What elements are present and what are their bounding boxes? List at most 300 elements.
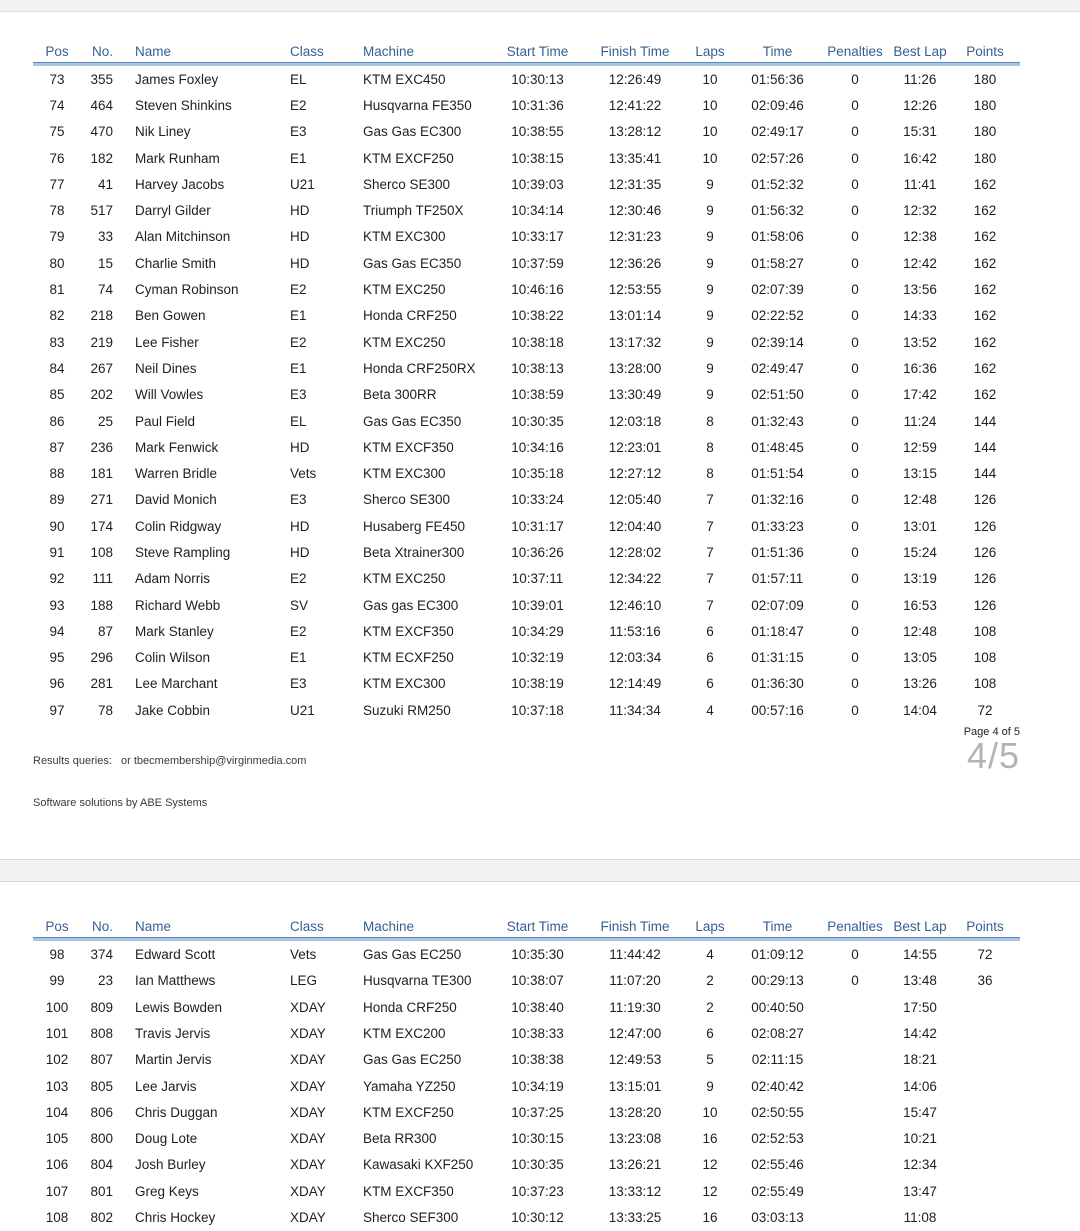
cell-class: E1 (290, 360, 307, 376)
cell-start: 10:33:17 (511, 229, 564, 245)
table-row (33, 1204, 1020, 1230)
table-row (33, 566, 1020, 592)
cell-bestlap: 11:41 (903, 176, 937, 192)
cell-laps: 12 (702, 1157, 718, 1173)
column-header-name: Name (133, 915, 283, 938)
cell-bestlap: 12:42 (903, 255, 937, 271)
cell-penalties: 0 (851, 308, 859, 324)
cell-name: Colin Wilson (135, 650, 211, 666)
cell-machine: Beta Xtrainer300 (363, 544, 465, 560)
column-header-machine: Machine (355, 915, 490, 938)
cell-pos: 93 (49, 597, 65, 613)
cell-bestlap: 14:33 (903, 308, 937, 324)
cell-penalties: 0 (851, 676, 859, 692)
cell-class: XDAY (290, 1157, 326, 1173)
cell-class: E2 (290, 282, 307, 298)
cell-name: Warren Bridle (135, 466, 218, 482)
cell-laps: 9 (706, 360, 714, 376)
column-header-name: Name (133, 40, 283, 63)
cell-penalties: 0 (851, 571, 859, 587)
table-row (33, 487, 1020, 513)
cell-start: 10:38:07 (511, 973, 564, 989)
cell-time: 01:58:06 (751, 229, 804, 245)
cell-start: 10:32:19 (511, 650, 564, 666)
cell-laps: 7 (706, 518, 714, 534)
cell-start: 10:37:25 (511, 1104, 564, 1120)
cell-time: 01:36:30 (751, 676, 804, 692)
cell-class: E1 (290, 150, 307, 166)
cell-class: XDAY (290, 999, 326, 1015)
table-row (33, 671, 1020, 697)
cell-laps: 9 (706, 255, 714, 271)
cell-name: Travis Jervis (135, 1025, 211, 1041)
cell-start: 10:38:18 (511, 334, 564, 350)
cell-time: 01:51:36 (751, 544, 804, 560)
cell-laps: 10 (702, 124, 718, 140)
cell-machine: Gas gas EC300 (363, 597, 459, 613)
cell-laps: 6 (706, 623, 714, 639)
cell-pos: 82 (49, 308, 65, 324)
cell-points: 162 (973, 203, 997, 219)
cell-no: 374 (81, 938, 133, 967)
cell-time: 02:57:26 (751, 150, 804, 166)
cell-no: 267 (90, 360, 113, 376)
cell-pos: 104 (45, 1104, 69, 1120)
table-row (33, 171, 1020, 197)
cell-name: Mark Runham (135, 150, 220, 166)
cell-name: Will Vowles (135, 387, 204, 403)
cell-start: 10:46:16 (511, 282, 564, 298)
cell-penalties: 0 (851, 334, 859, 350)
cell-penalties: 0 (851, 229, 859, 245)
cell-name: David Monich (135, 492, 217, 508)
cell-no: 801 (90, 1183, 113, 1199)
cell-class: E3 (290, 124, 307, 140)
cell-laps: 16 (702, 1131, 718, 1147)
cell-pos: 108 (45, 1210, 69, 1226)
cell-finish: 13:35:41 (608, 150, 662, 166)
cell-name: Mark Fenwick (135, 439, 219, 455)
cell-machine: KTM EXC250 (363, 282, 446, 298)
cell-points: 180 (950, 63, 1020, 92)
cell-laps: 8 (706, 413, 714, 429)
cell-start: 10:38:15 (511, 150, 564, 166)
cell-bestlap: 11:08 (903, 1210, 937, 1226)
cell-start: 10:36:26 (511, 544, 564, 560)
footer-contact-block (33, 726, 306, 838)
cell-pos: 89 (49, 492, 65, 508)
cell-points: 126 (973, 597, 997, 613)
cell-class: LEG (290, 973, 318, 989)
cell-machine: Beta RR300 (363, 1131, 437, 1147)
cell-machine: Suzuki RM250 (363, 702, 451, 718)
cell-machine: Gas Gas EC350 (363, 255, 462, 271)
cell-class: EL (283, 63, 355, 92)
cell-penalties: 0 (851, 360, 859, 376)
cell-laps: 12 (702, 1183, 718, 1199)
cell-machine: Sherco SEF300 (363, 1210, 459, 1226)
cell-name: Steve Rampling (135, 544, 231, 560)
cell-time: 01:48:45 (751, 439, 804, 455)
column-header-penalties: Penalties (820, 915, 890, 938)
cell-name: Darryl Gilder (135, 203, 211, 219)
cell-machine: Gas Gas EC300 (363, 124, 462, 140)
cell-bestlap: 13:15 (903, 466, 937, 482)
column-header-start: Start Time (490, 915, 585, 938)
cell-points: 144 (973, 466, 997, 482)
cell-points (950, 1020, 1020, 1046)
column-header-laps: Laps (685, 915, 735, 938)
cell-penalties: 0 (851, 176, 859, 192)
cell-penalties: 0 (851, 702, 859, 718)
cell-machine: Gas Gas EC250 (363, 1052, 462, 1068)
cell-penalties (820, 1152, 890, 1178)
cell-bestlap: 13:05 (903, 650, 937, 666)
cell-no: 78 (97, 702, 113, 718)
cell-pos: 75 (49, 124, 65, 140)
cell-start: 10:30:13 (490, 63, 585, 92)
cell-pos: 85 (49, 387, 65, 403)
cell-name: Charlie Smith (135, 255, 217, 271)
cell-time: 02:55:46 (751, 1157, 804, 1173)
table-row (33, 1099, 1020, 1125)
cell-class: E1 (290, 308, 307, 324)
table-row (33, 434, 1020, 460)
cell-start: 10:38:22 (511, 308, 564, 324)
cell-finish: 13:26:21 (608, 1157, 662, 1173)
cell-no: 805 (90, 1078, 113, 1094)
cell-name: Ian Matthews (135, 973, 216, 989)
cell-finish: 13:28:20 (608, 1104, 662, 1120)
cell-penalties: 0 (851, 413, 859, 429)
cell-time: 02:52:53 (751, 1131, 804, 1147)
cell-time: 02:07:39 (751, 282, 804, 298)
cell-penalties: 0 (851, 973, 859, 989)
cell-pos: 76 (49, 150, 65, 166)
table-row (33, 1047, 1020, 1073)
cell-finish: 13:15:01 (608, 1078, 662, 1094)
column-header-no: No. (81, 915, 133, 938)
cell-pos: 78 (49, 203, 65, 219)
cell-pos: 102 (45, 1052, 69, 1068)
page-number-watermark: 4/5 (966, 735, 1020, 777)
cell-name: Colin Ridgway (135, 518, 222, 534)
cell-machine: Beta 300RR (363, 387, 437, 403)
cell-start: 10:38:38 (511, 1052, 564, 1068)
cell-penalties: 0 (851, 650, 859, 666)
cell-pos: 99 (49, 973, 65, 989)
cell-pos: 101 (45, 1025, 69, 1041)
cell-start: 10:34:29 (511, 623, 564, 639)
cell-class: EL (290, 413, 307, 429)
cell-laps: 9 (706, 282, 714, 298)
cell-no: 355 (81, 63, 133, 92)
cell-pos: 97 (49, 702, 65, 718)
cell-finish: 12:47:00 (608, 1025, 662, 1041)
table-row (33, 938, 1020, 967)
column-header-laps: Laps (685, 40, 735, 63)
cell-machine: Husqvarna FE350 (363, 97, 472, 113)
cell-laps: 7 (706, 492, 714, 508)
cell-class: XDAY (290, 1078, 326, 1094)
cell-points (950, 994, 1020, 1020)
cell-name: Adam Norris (135, 571, 211, 587)
cell-no: 25 (97, 413, 113, 429)
column-header-time: Time (735, 915, 820, 938)
cell-time: 02:07:09 (751, 597, 804, 613)
cell-name: Josh Burley (135, 1157, 206, 1173)
table-row (33, 355, 1020, 381)
cell-class: HD (290, 439, 310, 455)
cell-no: 470 (90, 124, 113, 140)
cell-laps: 9 (706, 308, 714, 324)
table-row (33, 618, 1020, 644)
cell-time: 02:49:47 (751, 360, 804, 376)
cell-bestlap: 13:56 (903, 282, 937, 298)
cell-bestlap: 14:06 (903, 1078, 937, 1094)
cell-finish: 11:34:34 (609, 702, 661, 718)
column-header-pos: Pos (33, 40, 81, 63)
cell-name: Jake Cobbin (135, 702, 211, 718)
cell-points: 72 (950, 938, 1020, 967)
cell-pos: 105 (45, 1131, 69, 1147)
column-header-penalties: Penalties (820, 40, 890, 63)
results-table-page4 (33, 40, 1020, 723)
cell-time: 02:51:50 (751, 387, 804, 403)
cell-class: E1 (290, 650, 307, 666)
table-row (33, 645, 1020, 671)
cell-pos: 77 (49, 176, 65, 192)
column-header-class: Class (283, 40, 355, 63)
cell-class: XDAY (290, 1052, 326, 1068)
cell-bestlap: 13:47 (903, 1183, 937, 1199)
cell-points: 144 (973, 439, 997, 455)
cell-bestlap: 13:48 (903, 973, 937, 989)
cell-start: 10:34:14 (511, 203, 564, 219)
table-row (33, 145, 1020, 171)
cell-points: 162 (973, 255, 997, 271)
cell-start: 10:38:19 (511, 676, 564, 692)
cell-class: XDAY (290, 1183, 326, 1199)
cell-points: 36 (977, 973, 993, 989)
cell-bestlap: 15:47 (903, 1104, 937, 1120)
cell-time: 01:56:32 (751, 203, 804, 219)
cell-finish: 12:14:49 (608, 676, 662, 692)
table-row (33, 382, 1020, 408)
cell-machine: Sherco SE300 (363, 176, 451, 192)
cell-penalties: 0 (851, 255, 859, 271)
cell-no: 271 (90, 492, 113, 508)
cell-machine: KTM EXC200 (363, 1025, 446, 1041)
cell-class: XDAY (290, 1025, 326, 1041)
cell-points: 144 (973, 413, 997, 429)
cell-finish: 12:05:40 (608, 492, 662, 508)
cell-time: 02:39:14 (751, 334, 804, 350)
cell-time: 02:09:46 (751, 97, 804, 113)
cell-start: 10:37:18 (511, 702, 564, 718)
cell-laps: 2 (706, 973, 714, 989)
cell-name: Richard Webb (135, 597, 221, 613)
cell-machine: KTM EXCF350 (363, 623, 454, 639)
cell-machine: KTM EXCF350 (363, 439, 454, 455)
cell-bestlap: 12:48 (903, 623, 937, 639)
column-header-machine: Machine (355, 40, 490, 63)
cell-points: 126 (973, 518, 997, 534)
cell-machine: Honda CRF250 (363, 999, 457, 1015)
cell-laps: 10 (685, 63, 735, 92)
cell-points (950, 1204, 1020, 1230)
cell-laps: 8 (706, 466, 714, 482)
cell-points (950, 1073, 1020, 1099)
cell-no: 517 (90, 203, 113, 219)
cell-laps: 10 (702, 150, 718, 166)
column-header-start: Start Time (490, 40, 585, 63)
cell-start: 10:31:36 (511, 97, 564, 113)
cell-class: Vets (283, 938, 355, 967)
cell-no: 111 (92, 571, 113, 587)
cell-laps: 9 (706, 387, 714, 403)
cell-name: Alan Mitchinson (135, 229, 231, 245)
cell-class: HD (290, 203, 310, 219)
column-header-bestlap: Best Lap (890, 915, 950, 938)
cell-time: 02:11:15 (751, 1052, 804, 1068)
cell-points (950, 1047, 1020, 1073)
cell-no: 218 (90, 308, 113, 324)
cell-bestlap: 16:36 (903, 360, 937, 376)
cell-machine: Honda CRF250 (363, 308, 457, 324)
cell-pos: 74 (49, 97, 65, 113)
cell-time: 01:57:11 (751, 571, 804, 587)
cell-time: 01:58:27 (751, 255, 804, 271)
cell-time: 02:50:55 (751, 1104, 804, 1120)
cell-finish: 12:31:23 (608, 229, 662, 245)
cell-no: 808 (90, 1025, 113, 1041)
cell-penalties (820, 1178, 890, 1204)
cell-pos: 107 (45, 1183, 69, 1199)
cell-name: Edward Scott (133, 938, 283, 967)
cell-points: 126 (973, 544, 997, 560)
table-row (33, 1020, 1020, 1046)
cell-machine: KTM EXC300 (363, 676, 446, 692)
table-row (33, 250, 1020, 276)
cell-machine: Yamaha YZ250 (363, 1078, 456, 1094)
cell-points: 108 (973, 650, 997, 666)
cell-bestlap: 14:04 (903, 702, 937, 718)
cell-start: 10:34:19 (511, 1078, 564, 1094)
cell-finish: 11:53:16 (609, 623, 661, 639)
cell-finish: 12:49:53 (608, 1052, 662, 1068)
table-row (33, 1126, 1020, 1152)
cell-time: 01:32:16 (751, 492, 804, 508)
cell-start: 10:30:15 (511, 1131, 564, 1147)
cell-name: Harvey Jacobs (135, 176, 225, 192)
cell-pos: 92 (49, 571, 65, 587)
cell-bestlap: 12:38 (903, 229, 937, 245)
cell-laps: 9 (706, 334, 714, 350)
cell-no: 464 (90, 97, 113, 113)
cell-pos: 100 (45, 999, 69, 1015)
table-row (33, 1152, 1020, 1178)
table-row (33, 513, 1020, 539)
cell-start: 10:30:35 (511, 413, 564, 429)
cell-finish: 13:28:00 (608, 360, 662, 376)
cell-laps: 6 (706, 676, 714, 692)
cell-penalties: 0 (820, 938, 890, 967)
cell-start: 10:37:11 (511, 571, 564, 587)
cell-points: 162 (973, 176, 997, 192)
cell-penalties (820, 1047, 890, 1073)
cell-penalties: 0 (851, 466, 859, 482)
cell-start: 10:38:13 (511, 360, 564, 376)
cell-name: Doug Lote (135, 1131, 198, 1147)
cell-finish: 12:31:35 (608, 176, 662, 192)
results-table-header (33, 40, 1020, 63)
cell-class: U21 (290, 176, 315, 192)
cell-penalties (820, 1204, 890, 1230)
cell-name: Lewis Bowden (135, 999, 223, 1015)
cell-pos: 81 (49, 282, 65, 298)
cell-penalties: 0 (851, 150, 859, 166)
cell-no: 800 (90, 1131, 113, 1147)
cell-no: 806 (90, 1104, 113, 1120)
page4-footer (33, 726, 1020, 838)
cell-finish: 12:41:22 (608, 97, 662, 113)
table-row (33, 460, 1020, 486)
cell-start: 10:38:59 (511, 387, 564, 403)
cell-bestlap: 15:31 (903, 124, 937, 140)
cell-penalties: 0 (851, 97, 859, 113)
cell-bestlap: 14:42 (903, 1025, 937, 1041)
cell-bestlap: 16:53 (903, 597, 937, 613)
table-row (33, 329, 1020, 355)
cell-start: 10:39:01 (511, 597, 564, 613)
cell-no: 807 (90, 1052, 113, 1068)
cell-no: 188 (90, 597, 113, 613)
cell-no: 804 (90, 1157, 113, 1173)
cell-penalties (820, 1126, 890, 1152)
cell-class: E2 (290, 623, 307, 639)
cell-finish: 13:28:12 (608, 124, 662, 140)
results-table-page5 (33, 915, 1020, 1230)
page-separator-band (0, 859, 1080, 882)
cell-finish: 11:44:42 (585, 938, 685, 967)
cell-class: HD (290, 255, 310, 271)
column-header-points: Points (950, 40, 1020, 63)
column-header-finish: Finish Time (585, 40, 685, 63)
cell-laps: 7 (706, 544, 714, 560)
cell-pos: 94 (49, 623, 65, 639)
cell-finish: 12:27:12 (608, 466, 662, 482)
cell-name: Paul Field (135, 413, 196, 429)
cell-time: 01:51:54 (751, 466, 804, 482)
cell-finish: 12:26:49 (585, 63, 685, 92)
cell-machine: Sherco SE300 (363, 492, 451, 508)
cell-bestlap: 11:26 (890, 63, 950, 92)
cell-finish: 13:33:25 (608, 1210, 662, 1226)
table-row (33, 224, 1020, 250)
cell-bestlap: 13:26 (903, 676, 937, 692)
cell-machine: KTM ECXF250 (363, 650, 454, 666)
cell-finish: 13:30:49 (608, 387, 662, 403)
cell-points: 180 (973, 150, 997, 166)
cell-bestlap: 12:48 (903, 492, 937, 508)
cell-no: 74 (97, 282, 113, 298)
cell-pos: 95 (49, 650, 65, 666)
cell-laps: 7 (706, 571, 714, 587)
cell-no: 87 (97, 623, 113, 639)
page-number-block (963, 726, 1020, 777)
cell-start: 10:38:40 (511, 999, 564, 1015)
